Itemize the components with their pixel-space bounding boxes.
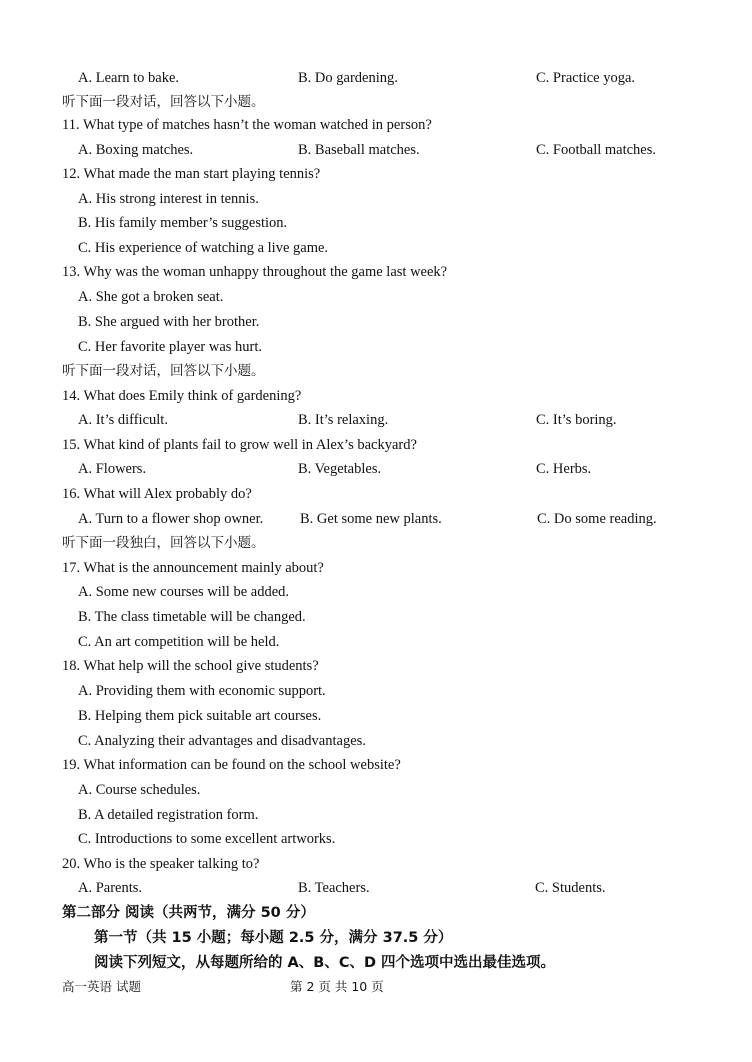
- section-1-title: 第一节（共 15 小题；每小题 2.5 分，满分 37.5 分）: [94, 930, 453, 946]
- q10-option-b: B. Do gardening.: [298, 70, 398, 86]
- question-14: 14. What does Emily think of gardening?: [62, 388, 302, 404]
- q18-option-b: B. Helping them pick suitable art courses.: [78, 708, 322, 724]
- q10-option-a: A. Learn to bake.: [78, 70, 180, 86]
- footer-page-number: 第 2 页 共 10 页: [290, 979, 384, 994]
- q12-option-a: A. His strong interest in tennis.: [78, 191, 259, 207]
- instruction-monologue: 听下面一段独白，回答以下小题。: [62, 535, 265, 551]
- q16-option-c: C. Do some reading.: [537, 511, 657, 527]
- q20-option-c: C. Students.: [535, 880, 606, 896]
- q16-option-a: A. Turn to a flower shop owner.: [78, 511, 264, 527]
- q15-option-c: C. Herbs.: [536, 461, 592, 477]
- q14-option-b: B. It’s relaxing.: [298, 412, 389, 428]
- q11-option-b: B. Baseball matches.: [298, 142, 420, 158]
- question-19: 19. What information can be found on the school website?: [62, 757, 401, 773]
- part-2-title: 第二部分 阅读（共两节，满分 50 分）: [62, 905, 315, 921]
- q17-option-a: A. Some new courses will be added.: [78, 584, 290, 600]
- q19-option-c: C. Introductions to some excellent artworks.: [78, 831, 336, 847]
- question-20: 20. Who is the speaker talking to?: [62, 856, 260, 872]
- q11-option-c: C. Football matches.: [536, 142, 657, 158]
- q18-option-c: C. Analyzing their advantages and disadvantages.: [78, 733, 366, 749]
- q13-option-a: A. She got a broken seat.: [78, 289, 224, 305]
- question-12: 12. What made the man start playing tennis?: [62, 166, 321, 182]
- q13-option-c: C. Her favorite player was hurt.: [78, 339, 263, 355]
- question-18: 18. What help will the school give students?: [62, 658, 319, 674]
- q15-option-a: A. Flowers.: [78, 461, 147, 477]
- q17-option-b: B. The class timetable will be changed.: [78, 609, 306, 625]
- q11-option-a: A. Boxing matches.: [78, 142, 194, 158]
- question-16: 16. What will Alex probably do?: [62, 486, 252, 502]
- q16-option-b: B. Get some new plants.: [300, 511, 442, 527]
- q20-option-b: B. Teachers.: [298, 880, 370, 896]
- q12-option-b: B. His family member’s suggestion.: [78, 215, 288, 231]
- instruction-dialogue-2: 听下面一段对话，回答以下小题。: [62, 363, 265, 379]
- question-17: 17. What is the announcement mainly about?: [62, 560, 324, 576]
- q13-option-b: B. She argued with her brother.: [78, 314, 260, 330]
- question-11: 11. What type of matches hasn’t the woman watched in person?: [62, 117, 432, 133]
- q17-option-c: C. An art competition will be held.: [78, 634, 280, 650]
- footer-subject: 高一英语 试题: [62, 979, 141, 994]
- q10-option-c: C. Practice yoga.: [536, 70, 636, 86]
- q18-option-a: A. Providing them with economic support.: [78, 683, 326, 699]
- q14-option-a: A. It’s difficult.: [78, 412, 168, 428]
- section-1-instruction: 阅读下列短文，从每题所给的 A、B、C、D 四个选项中选出最佳选项。: [94, 955, 556, 971]
- q15-option-b: B. Vegetables.: [298, 461, 382, 477]
- q20-option-a: A. Parents.: [78, 880, 143, 896]
- q14-option-c: C. It’s boring.: [536, 412, 617, 428]
- question-13: 13. Why was the woman unhappy throughout the game last week?: [62, 264, 448, 280]
- q12-option-c: C. His experience of watching a live game.: [78, 240, 329, 256]
- q19-option-b: B. A detailed registration form.: [78, 807, 259, 823]
- instruction-dialogue-1: 听下面一段对话，回答以下小题。: [62, 94, 265, 110]
- question-15: 15. What kind of plants fail to grow well in Alex’s backyard?: [62, 437, 417, 453]
- q19-option-a: A. Course schedules.: [78, 782, 201, 798]
